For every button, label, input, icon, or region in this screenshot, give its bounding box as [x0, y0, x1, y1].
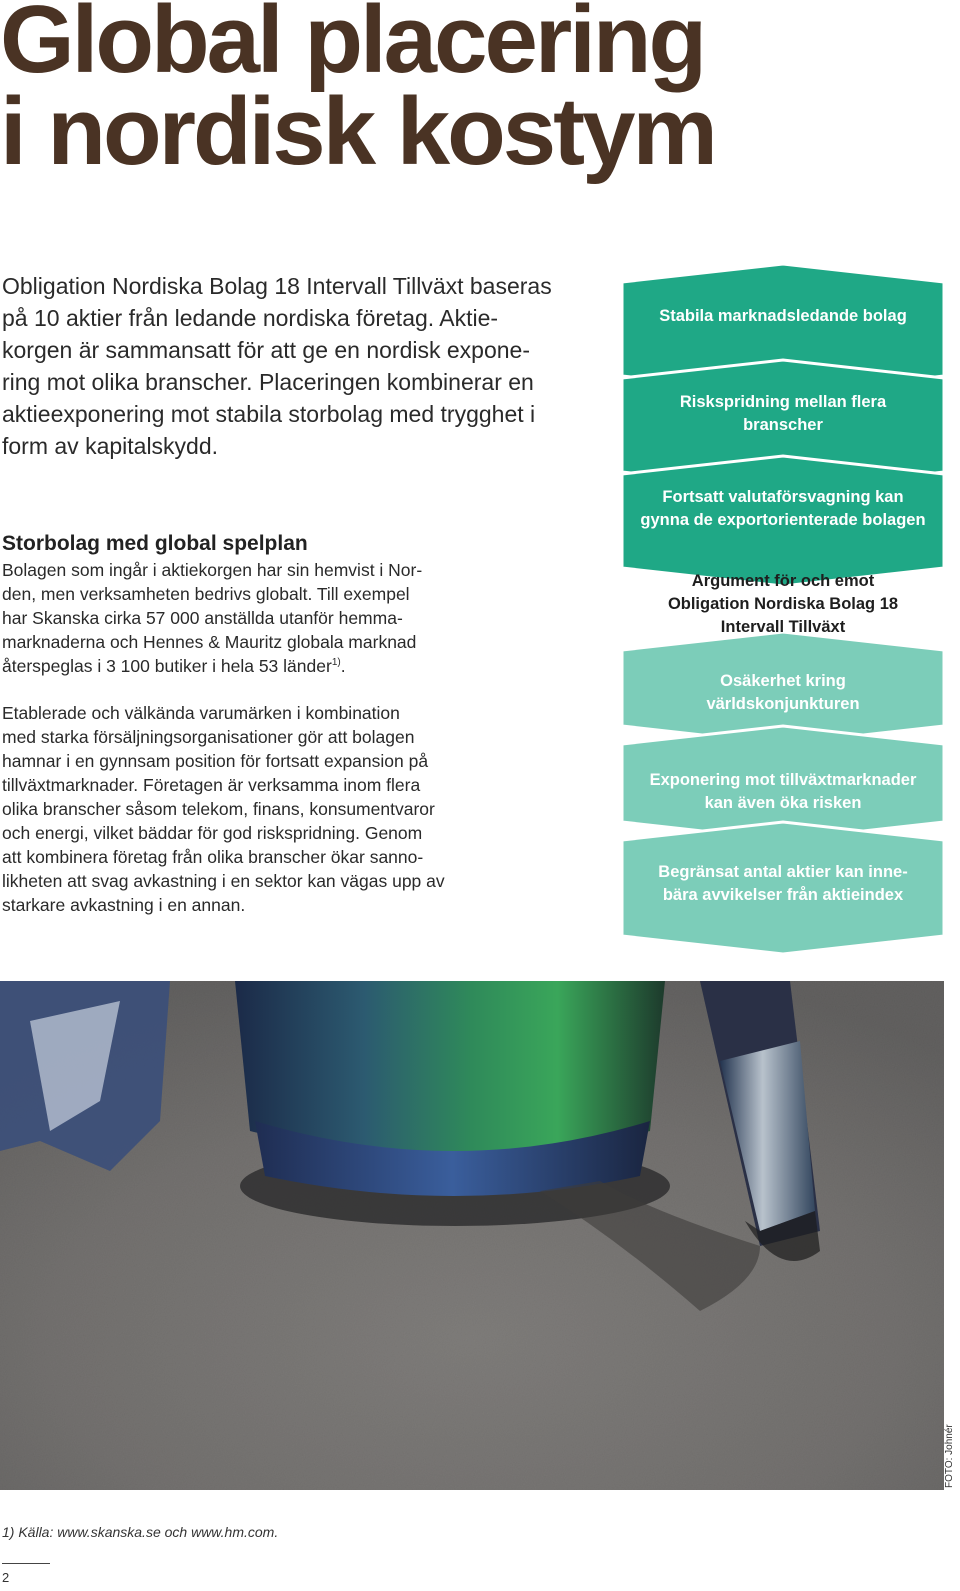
body-line: olika branscher såsom telekom, finans, konsumentvaror: [2, 799, 435, 819]
drill-photo: [0, 981, 944, 1490]
body-line: med starka försäljningsorganisationer gör att bolagen: [2, 727, 415, 747]
body-line-last: [2, 654, 482, 678]
body-line: hamnar i en gynnsam position för fortsatt expansion på: [2, 751, 429, 771]
drill-photo-illustration: [0, 981, 944, 1490]
argument-text: Riskspridning mellan flera: [679, 393, 887, 411]
photo-credit: FOTO: Johnér: [944, 1424, 955, 1488]
lead-line: ring mot olika branscher. Placeringen kombinerar en: [2, 369, 534, 395]
body-line: och energi, vilket bäddar för god riskspridning. Genom: [2, 823, 423, 843]
title-line-1: Global placering: [0, 0, 705, 93]
argument-text: Exponering mot tillväxtmarknader: [649, 771, 917, 789]
footnote: 1) Källa: www.skanska.se och www.hm.com.: [2, 1524, 279, 1540]
page-number: 2: [2, 1570, 10, 1585]
body-line: har Skanska cirka 57 000 anställda utanför hemma-: [2, 608, 403, 628]
argument-text: Osäkerhet kring: [720, 672, 846, 690]
sentence-end: .: [340, 656, 346, 676]
lead-line: aktieexponering mot stabila storbolag med trygghet i: [2, 401, 536, 427]
body-line: Bolagen som ingår i aktiekorgen har sin hemvist i Nor-: [2, 560, 423, 580]
lead-line: Obligation Nordiska Bolag 18 Intervall Tillväxt baseras: [2, 273, 552, 299]
argument-against-1: [622, 670, 944, 716]
argument-against-2: [622, 769, 944, 815]
center-label-line: Intervall Tillväxt: [720, 618, 846, 636]
lead-line: korgen är sammansatt för att ge en nordisk expone-: [2, 337, 531, 363]
section-heading: Storbolag med global spelplan: [2, 532, 308, 555]
argument-text: Fortsatt valutaförsvagning kan: [662, 488, 904, 506]
body-line: starkare avkastning i en annan.: [2, 895, 246, 915]
lead-paragraph: [2, 270, 577, 462]
argument-for-1: [622, 305, 944, 328]
panel-center-label: [622, 570, 944, 639]
center-label-line: Obligation Nordiska Bolag 18: [667, 595, 899, 613]
body-line: marknaderna och Hennes & Mauritz globala marknad: [2, 632, 417, 652]
lead-line: på 10 aktier från ledande nordiska företag. Aktie-: [2, 305, 499, 331]
body-paragraph-2: [2, 701, 482, 917]
argument-text: branscher: [743, 416, 823, 434]
argument-text: Stabila marknadsledande bolag: [659, 307, 907, 325]
body-line: Etablerade och välkända varumärken i kombination: [2, 703, 400, 723]
argument-for-2: [622, 391, 944, 437]
body-line: den, men verksamheten bedrivs globalt. Till exempel: [2, 584, 410, 604]
body-line-text: återspeglas i 3 100 butiker i hela 53 länder: [2, 656, 332, 676]
body-line: likheten att svag avkastning i en sektor kan vägas upp av: [2, 871, 445, 891]
lead-line: form av kapitalskydd.: [2, 433, 219, 459]
arguments-panel: [622, 264, 944, 954]
argument-text: bära avvikelser från aktieindex: [662, 886, 904, 904]
argument-against-3: [622, 861, 944, 907]
argument-for-3: [622, 486, 944, 532]
page-title: [0, 0, 720, 185]
body-line: tillväxtmarknader. Företagen är verksamma inom flera: [2, 775, 421, 795]
argument-text: världskonjunkturen: [706, 695, 860, 713]
title-line-2: i nordisk kostym: [0, 78, 715, 185]
argument-text: gynna de exportorienterade bolagen: [640, 511, 926, 529]
body-paragraph-1: [2, 558, 482, 678]
footnote-reference: 1): [331, 657, 341, 669]
body-line: att kombinera företag från olika branscher ökar sanno-: [2, 847, 424, 867]
argument-text: Begränsat antal aktier kan inne-: [658, 863, 908, 881]
center-label-line: Argument för och emot: [691, 572, 875, 590]
footer-rule: [2, 1563, 50, 1564]
argument-text: kan även öka risken: [704, 794, 862, 812]
